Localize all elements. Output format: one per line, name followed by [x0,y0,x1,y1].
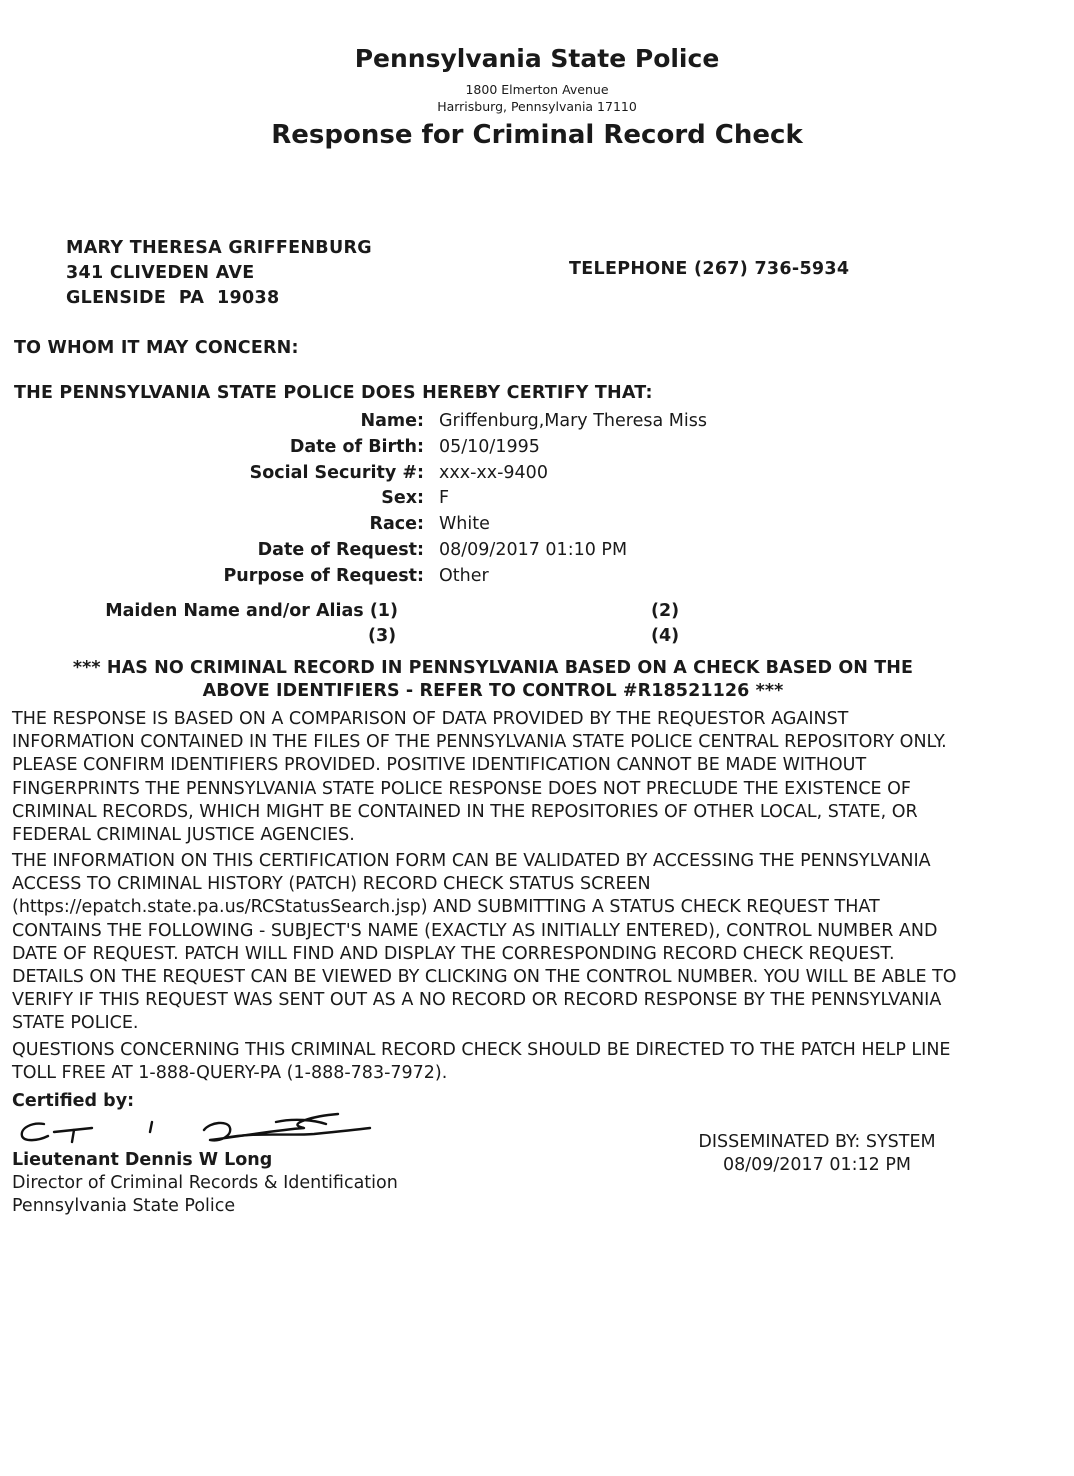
signer-organization: Pennsylvania State Police [12,1196,236,1216]
detail-row-dob [0,437,1074,463]
addressee-block [66,236,372,311]
detail-value: 08/09/2017 01:10 PM [439,539,628,560]
alias-slot-4: (4) [651,626,680,646]
detail-label: Race: [369,514,424,535]
detail-value: 05/10/1995 [439,436,540,457]
detail-label: Name: [360,411,424,431]
detail-value: White [439,514,490,535]
telephone: TELEPHONE (267) 736-5934 [569,259,850,279]
helpline-paragraph: QUESTIONS CONCERNING THIS CRIMINAL RECORD CHECK SHOULD BE DIRECTED TO THE PATCH HELP LINE TOLL FREE AT 1-888-QUERY-PA (1-888-783-7972). [12,1040,951,1084]
dissemination-block [684,1131,950,1177]
agency-address-line2: Harrisburg, Pennsylvania 17110 [437,99,637,114]
detail-label: Date of Birth: [289,436,424,457]
addressee-name: MARY THERESA GRIFFENBURG [66,238,372,258]
detail-row-request-date [0,540,1074,566]
alias-label: Maiden Name and/or Alias (1) [105,601,398,621]
record-finding [0,657,986,703]
agency-address-line1: 1800 Elmerton Avenue [465,82,609,97]
disseminated-datetime: 08/09/2017 01:12 PM [722,1155,912,1175]
detail-row-sex [0,488,1074,514]
addressee-city: GLENSIDE PA 19038 [66,288,280,308]
finding-line2: ABOVE IDENTIFIERS - REFER TO CONTROL #R18521126 *** [202,681,784,701]
detail-value: xxx-xx-9400 [439,462,548,483]
disseminated-by: DISSEMINATED BY: SYSTEM [698,1132,936,1152]
detail-label: Sex: [381,488,424,509]
signature-image [14,1106,374,1150]
detail-row-race [0,514,1074,540]
detail-row-name [0,411,1074,437]
addressee-street: 341 CLIVEDEN AVE [66,263,255,283]
document-title: Response for Criminal Record Check [271,120,803,150]
subject-details [0,411,1074,592]
validation-paragraph: THE INFORMATION ON THIS CERTIFICATION FORM CAN BE VALIDATED BY ACCESSING THE PENNSYLVANIA ACCESS TO CRIMINAL HISTORY (PATCH) RECORD CHECK STATUS SCREEN (https://epatch.state.pa.us/RCStatusSearch.jsp) AND SUBMITTING A STATUS CHECK REQUEST THAT CONTAINS THE FOLLOWING - SUBJECT'S NAME (EXACTLY AS INITIALLY ENTERED), CONTROL NUMBER AND DATE OF REQUEST. PATCH WILL FIND AND DISPLAY THE CORRESPONDING RECORD CHECK REQUEST. DETAILS ON THE REQUEST CAN BE VIEWED BY CLICKING ON THE CONTROL NUMBER. YOU WILL BE ABLE TO VERIFY IF THIS REQUEST WAS SENT OUT AS A NO RECORD OR RECORD RESPONSE BY THE PENNSYLVANIA STATE POLICE. [12,851,957,1034]
salutation: TO WHOM IT MAY CONCERN: [14,338,299,358]
disclaimer-paragraph: THE RESPONSE IS BASED ON A COMPARISON OF DATA PROVIDED BY THE REQUESTOR AGAINST INFORMATION CONTAINED IN THE FILES OF THE PENNSYLVANIA STATE POLICE CENTRAL REPOSITORY ONLY. PLEASE CONFIRM IDENTIFIERS PROVIDED. POSITIVE IDENTIFICATION CANNOT BE MADE WITHOUT FINGERPRINTS THE PENNSYLVANIA STATE POLICE RESPONSE DOES NOT PRECLUDE THE EXISTENCE OF CRIMINAL RECORDS, WHICH MIGHT BE CONTAINED IN THE REPOSITORIES OF OTHER LOCAL, STATE, OR FEDERAL CRIMINAL JUSTICE AGENCIES. [12,709,947,846]
finding-line1: *** HAS NO CRIMINAL RECORD IN PENNSYLVANIA BASED ON A CHECK BASED ON THE [72,658,914,678]
detail-value: Other [439,565,489,586]
certify-statement: THE PENNSYLVANIA STATE POLICE DOES HEREBY CERTIFY THAT: [14,383,653,403]
alias-slot-3: (3) [368,626,397,646]
detail-value: Griffenburg,Mary Theresa Miss [439,411,707,431]
signer-title: Director of Criminal Records & Identification [12,1173,398,1193]
agency-name: Pennsylvania State Police [354,44,720,73]
certified-by-label: Certified by: [12,1091,135,1111]
detail-row-ssn [0,463,1074,489]
detail-label: Purpose of Request: [223,565,424,586]
alias-slot-2: (2) [651,601,680,621]
detail-value: F [439,488,450,509]
detail-label: Social Security #: [249,462,424,483]
signer-name: Lieutenant Dennis W Long [12,1150,273,1170]
detail-row-purpose [0,566,1074,592]
detail-label: Date of Request: [257,539,424,560]
